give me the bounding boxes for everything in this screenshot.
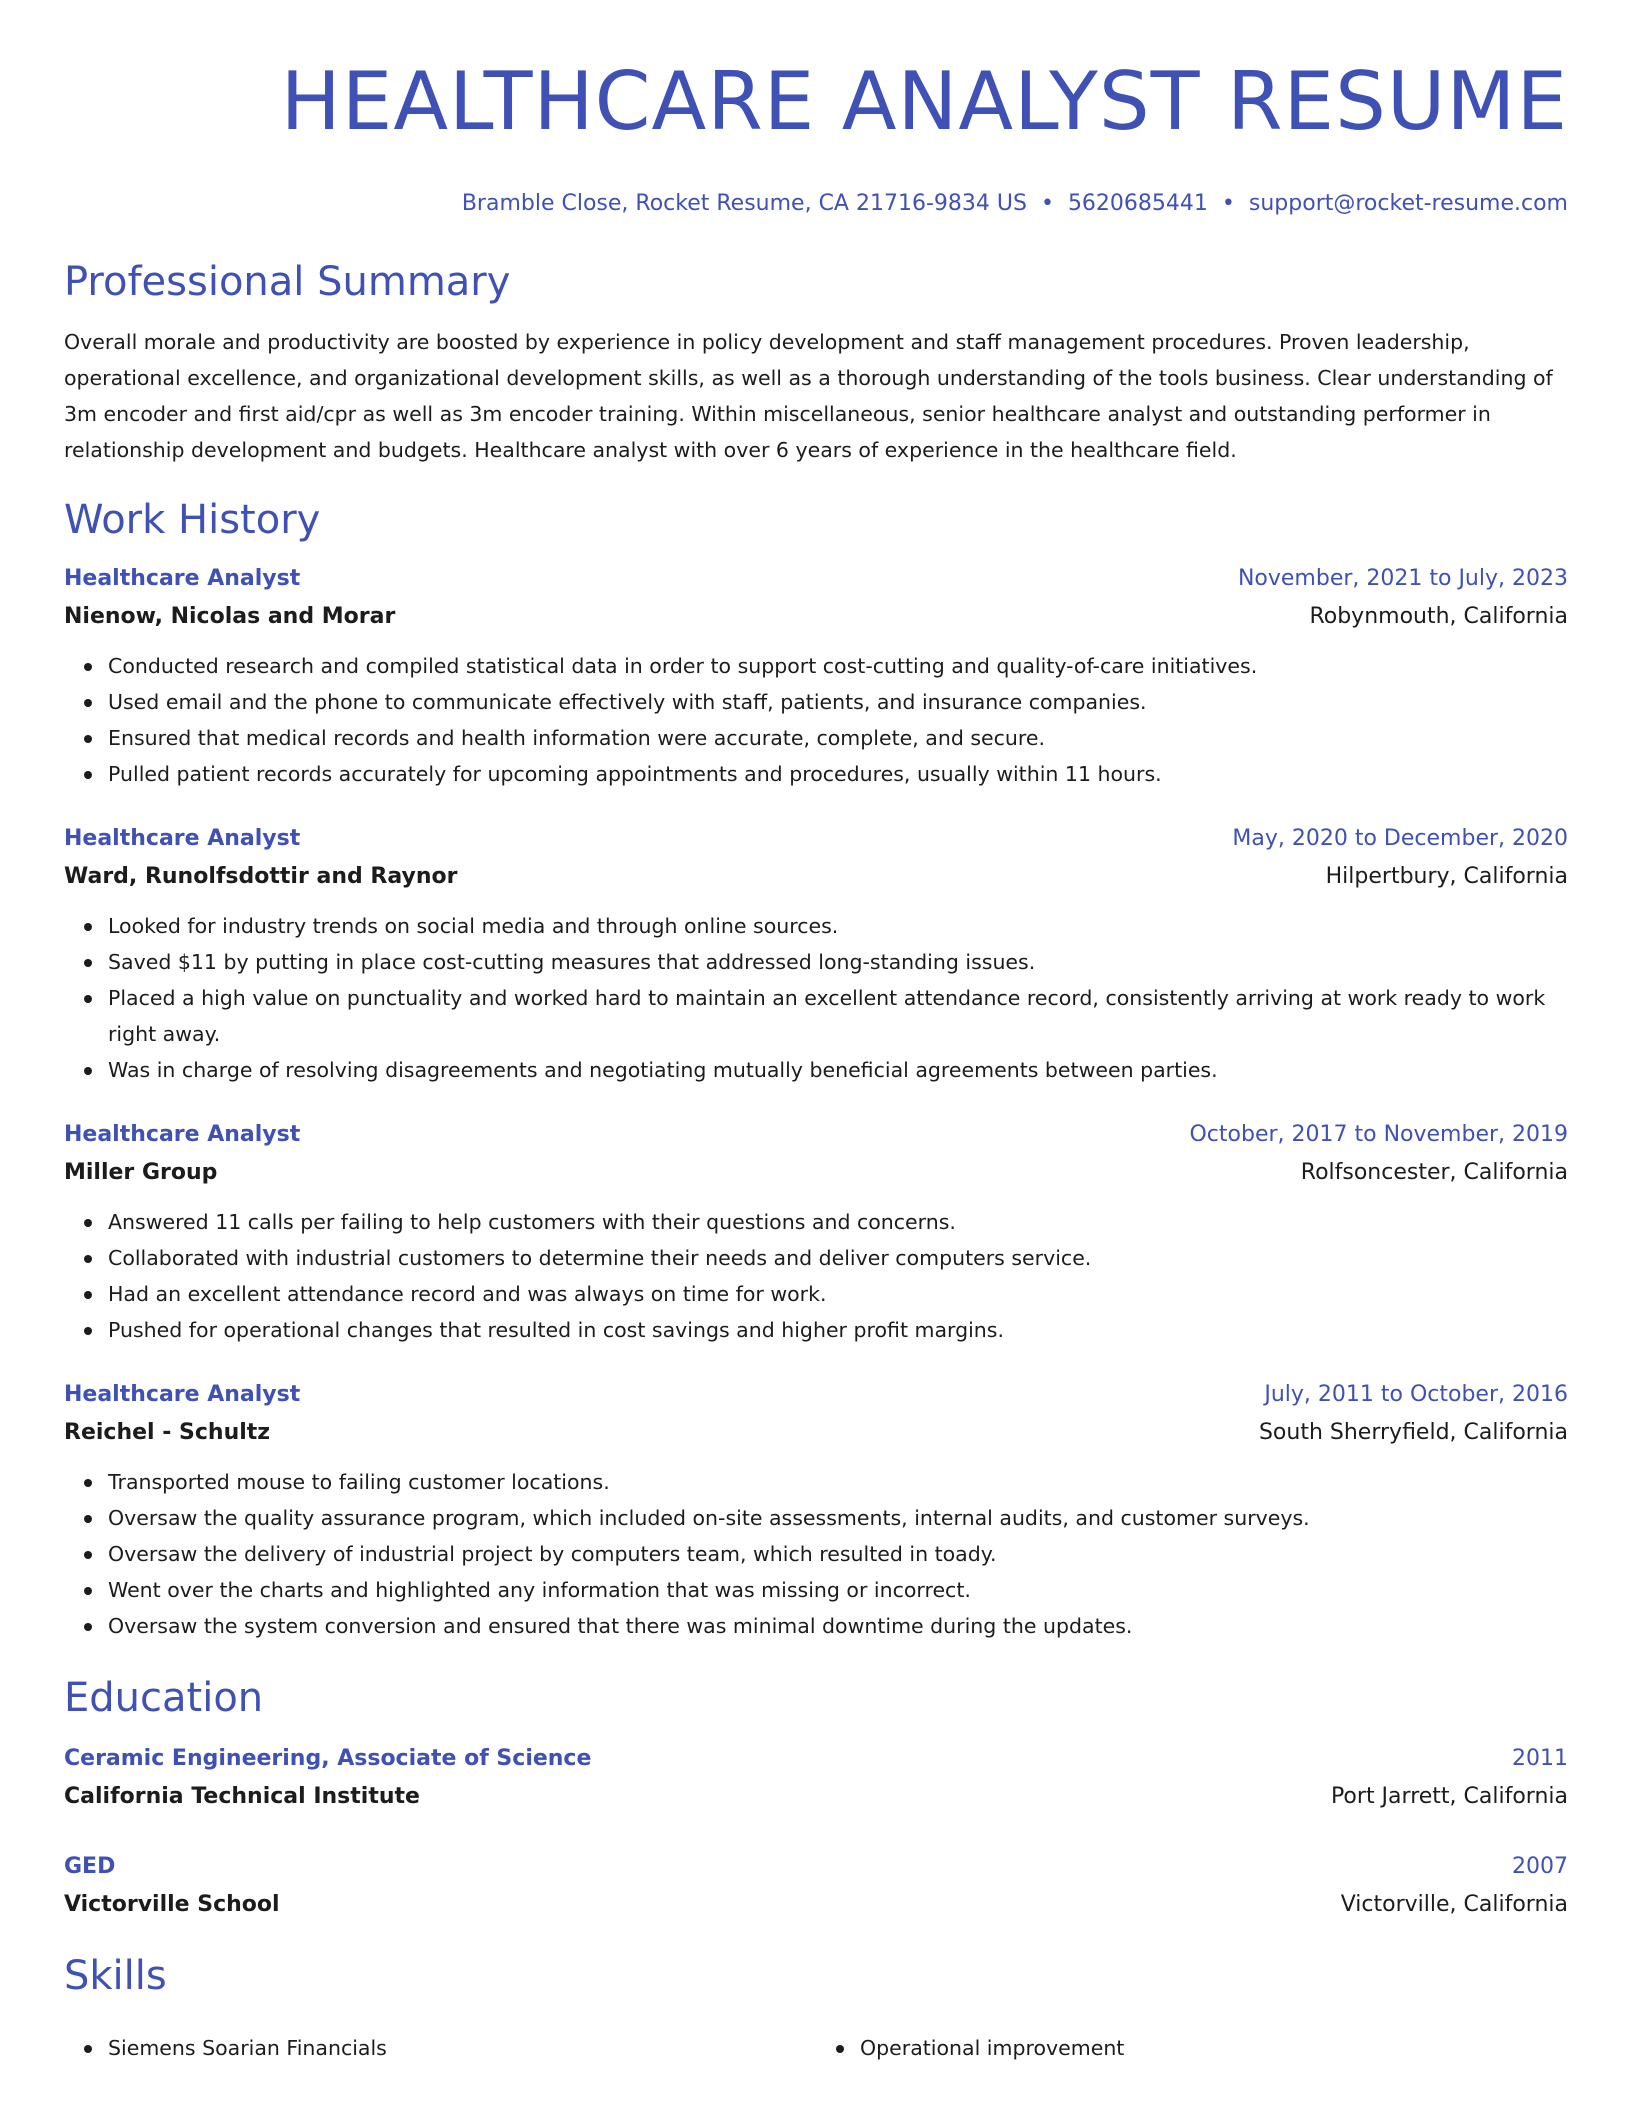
work-history-heading: Work History <box>64 497 321 543</box>
job-bullets <box>64 1464 1568 1644</box>
education-location: Victorville, California <box>1340 1892 1568 1917</box>
job-dates: November, 2021 to July, 2023 <box>1237 566 1568 591</box>
list-item: Pushed for operational changes that resulted in cost savings and higher profit margins. <box>108 1312 1568 1348</box>
skills-columns <box>64 2014 1568 2066</box>
skills-list-right <box>816 2030 1568 2066</box>
job-location: Rolfsoncester, California <box>1300 1160 1568 1185</box>
job-bullets <box>64 1204 1568 1348</box>
skill-item: Operational improvement <box>860 2030 1568 2066</box>
list-item: Oversaw the quality assurance program, which included on-site assessments, internal audits, and customer surveys. <box>108 1500 1568 1536</box>
education-location: Port Jarrett, California <box>1330 1784 1568 1809</box>
resume-header <box>64 0 1568 218</box>
list-item: Conducted research and compiled statistical data in order to support cost-cutting and quality-of-care initiatives. <box>108 648 1568 684</box>
job-role: Healthcare Analyst <box>64 1382 301 1407</box>
job-entry <box>64 1120 1568 1348</box>
list-item: Saved $11 by putting in place cost-cutting measures that addressed long-standing issues. <box>108 944 1568 980</box>
education-school: California Technical Institute <box>64 1784 420 1809</box>
list-item: Ensured that medical records and health information were accurate, complete, and secure. <box>108 720 1568 756</box>
education-heading: Education <box>64 1675 264 1721</box>
job-role: Healthcare Analyst <box>64 566 301 591</box>
job-location: South Sherryfield, California <box>1258 1420 1568 1445</box>
contact-line <box>64 190 1568 218</box>
job-dates: May, 2020 to December, 2020 <box>1232 826 1568 851</box>
skills-list-left <box>64 2030 816 2066</box>
skill-item: Siemens Soarian Financials <box>108 2030 816 2066</box>
job-entry <box>64 824 1568 1088</box>
job-location: Robynmouth, California <box>1309 604 1568 629</box>
job-company: Reichel - Schultz <box>64 1420 271 1445</box>
job-entry <box>64 1380 1568 1644</box>
education-entry <box>64 1744 1568 1812</box>
job-role: Healthcare Analyst <box>64 826 301 851</box>
contact-email: support@rocket-resume.com <box>1248 191 1568 216</box>
list-item: Used email and the phone to communicate effectively with staff, patients, and insurance companies. <box>108 684 1568 720</box>
skills-heading: Skills <box>64 1953 167 1999</box>
list-item: Pulled patient records accurately for upcoming appointments and procedures, usually within 11 hours. <box>108 756 1568 792</box>
job-role: Healthcare Analyst <box>64 1122 301 1147</box>
job-dates: October, 2017 to November, 2019 <box>1189 1122 1568 1147</box>
job-dates: July, 2011 to October, 2016 <box>1264 1382 1568 1407</box>
separator-dot: • <box>1040 191 1054 216</box>
list-item: Oversaw the system conversion and ensured that there was minimal downtime during the updates. <box>108 1608 1568 1644</box>
education-degree: Ceramic Engineering, Associate of Science <box>64 1746 592 1771</box>
education-year: 2011 <box>1512 1746 1568 1771</box>
education-degree: GED <box>64 1854 116 1879</box>
contact-phone: 5620685441 <box>1067 191 1208 216</box>
job-entry <box>64 564 1568 792</box>
resume-title: HEALTHCARE ANALYST RESUME <box>280 55 1568 148</box>
list-item: Oversaw the delivery of industrial project by computers team, which resulted in toady. <box>108 1536 1568 1572</box>
education-year: 2007 <box>1512 1854 1568 1879</box>
list-item: Placed a high value on punctuality and worked hard to maintain an excellent attendance record, consistently arriving at work ready to work right away. <box>108 980 1568 1052</box>
job-location: Hilpertbury, California <box>1325 864 1568 889</box>
list-item: Looked for industry trends on social media and through online sources. <box>108 908 1568 944</box>
list-item: Was in charge of resolving disagreements and negotiating mutually beneficial agreements between parties. <box>108 1052 1568 1088</box>
list-item: Answered 11 calls per failing to help customers with their questions and concerns. <box>108 1204 1568 1240</box>
list-item: Went over the charts and highlighted any information that was missing or incorrect. <box>108 1572 1568 1608</box>
job-company: Ward, Runolfsdottir and Raynor <box>64 864 458 889</box>
contact-address: Bramble Close, Rocket Resume, CA 21716-9834 US <box>461 191 1027 216</box>
education-school: Victorville School <box>64 1892 280 1917</box>
separator-dot: • <box>1221 191 1235 216</box>
job-company: Nienow, Nicolas and Morar <box>64 604 396 629</box>
summary-heading: Professional Summary <box>64 259 511 305</box>
job-company: Miller Group <box>64 1160 218 1185</box>
list-item: Collaborated with industrial customers to determine their needs and deliver computers service. <box>108 1240 1568 1276</box>
summary-text: Overall morale and productivity are boosted by experience in policy development and staff management procedures. Proven leadership, operational excellence, and organizational development skills, as well as a thorough understanding of the tools business. Clear understanding of 3m encoder and first aid/cpr as well as 3m encoder training. Within miscellaneous, senior healthcare analyst and outstanding performer in relationship development and budgets. Healthcare analyst with over 6 years of experience in the healthcare field. <box>64 330 1553 462</box>
job-bullets <box>64 908 1568 1088</box>
education-entry <box>64 1852 1568 1920</box>
list-item: Had an excellent attendance record and was always on time for work. <box>108 1276 1568 1312</box>
list-item: Transported mouse to failing customer locations. <box>108 1464 1568 1500</box>
job-bullets <box>64 648 1568 792</box>
